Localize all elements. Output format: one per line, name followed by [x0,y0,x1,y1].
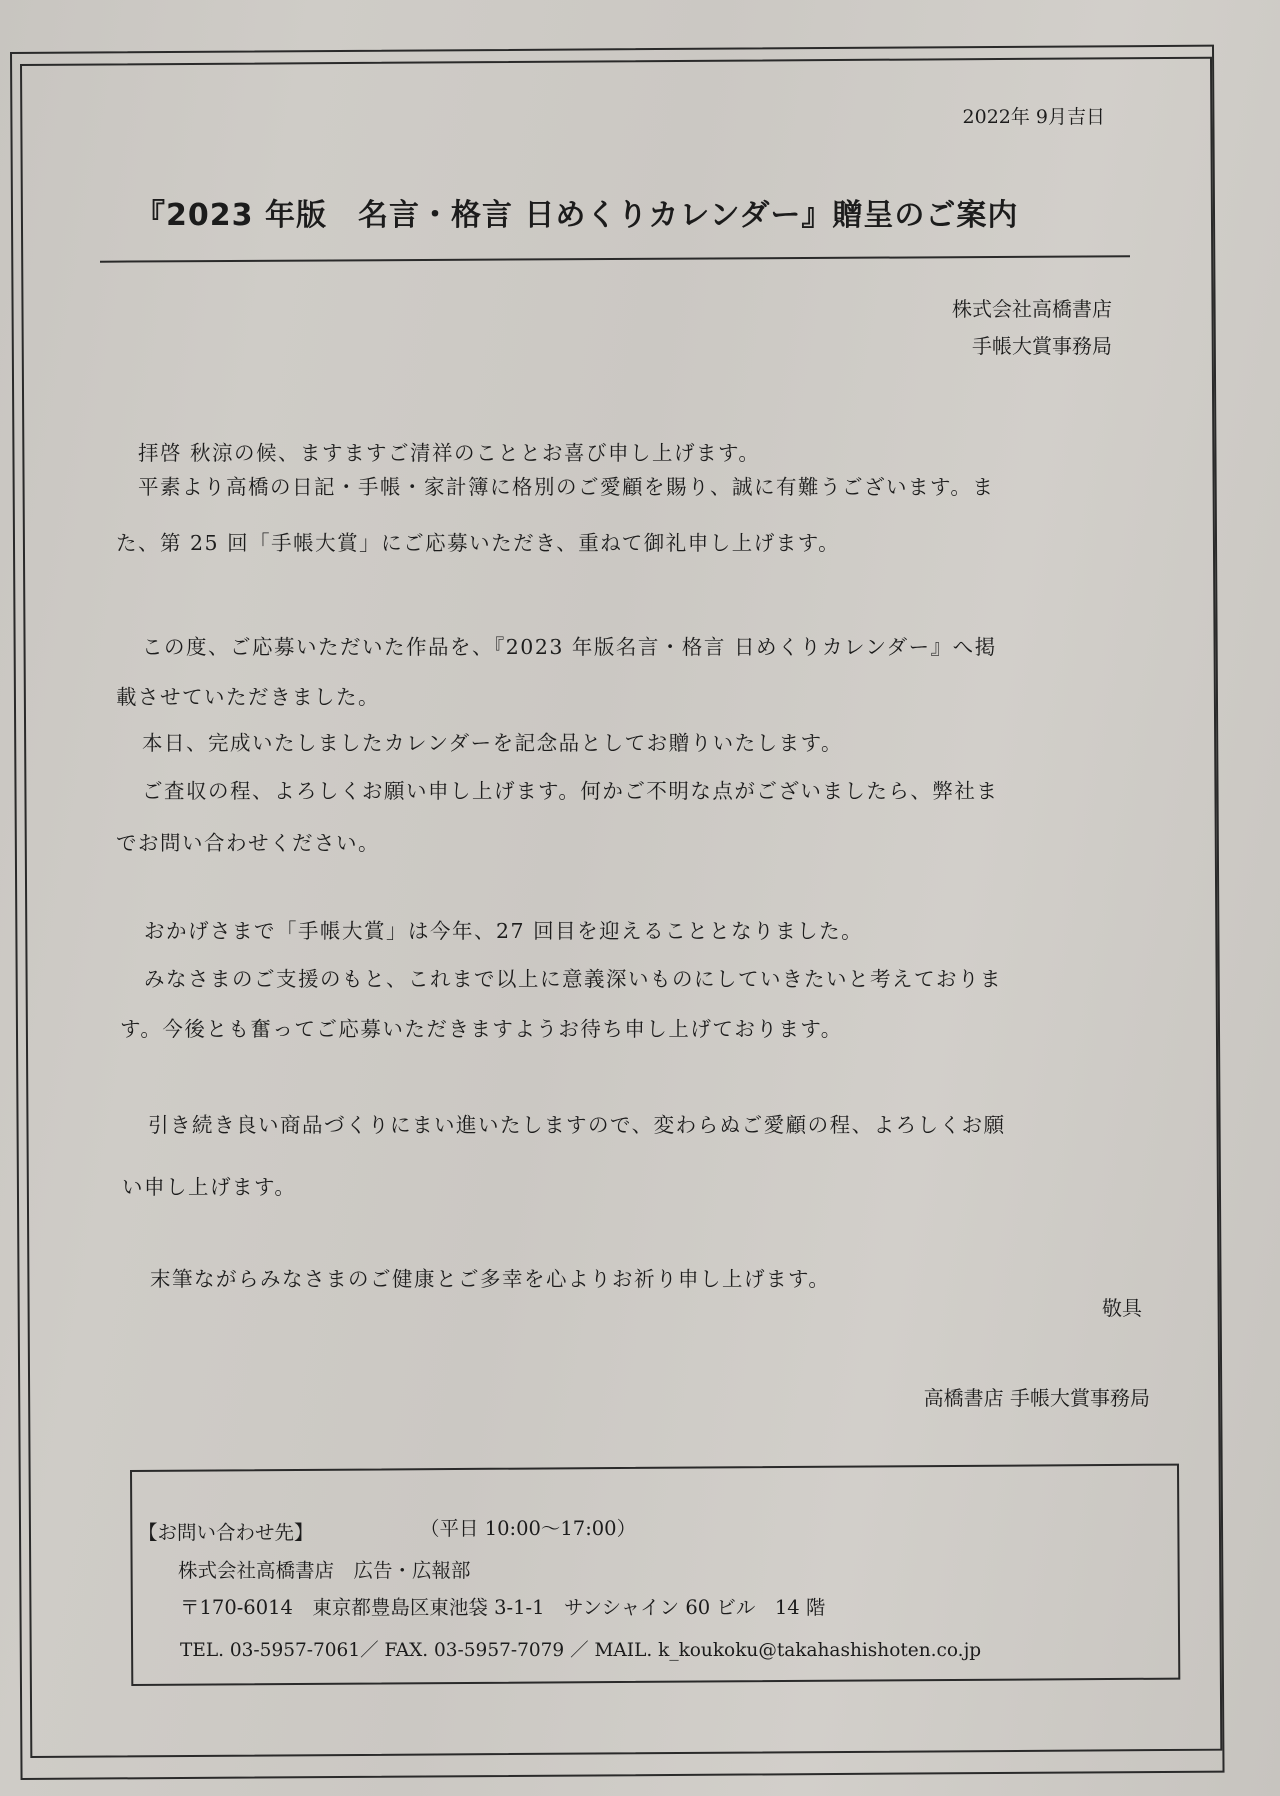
paragraph-line: おかげさまで「手帳大賞」は今年、27 回目を迎えることとなりました。 [144,919,864,943]
paragraph-line: でお問い合わせください。 [116,831,380,855]
contact-heading: 【お問い合わせ先】 [138,1521,314,1544]
paragraph-line: 末筆ながらみなさまのご健康とご多幸を心よりお祈り申し上げます。 [150,1267,831,1291]
sender-department: 手帳大賞事務局 [972,334,1112,358]
letter-date: 2022年 9月吉日 [962,106,1105,128]
paragraph-line: 引き続き良い商品づくりにまい進いたしますので、変わらぬご愛顧の程、よろしくお願 [148,1113,1006,1137]
letter-title: 『2023 年版 名言・格言 日めくりカレンダー』贈呈のご案内 [135,198,1019,233]
contact-phone-fax-mail: TEL. 03-5957-7061／ FAX. 03-5957-7079 ／ MAIL. k_koukoku@takahashishoten.co.jp [180,1640,982,1661]
title-divider [100,255,1130,262]
paragraph-line: 載させていただきました。 [116,685,380,709]
paragraph-line: この度、ご応募いただいた作品を、『2023 年版名言・格言 日めくりカレンダー』へ掲 [142,635,997,659]
contact-organization: 株式会社高橋書店 広告・広報部 [178,1559,471,1582]
contact-hours: （平日 10:00～17:00） [420,1517,637,1540]
paragraph-line: 拝啓 秋涼の候、ますますご清祥のこととお喜び申し上げます。 [138,441,761,465]
paragraph-line: す。今後とも奮ってご応募いただきますようお待ち申し上げております。 [120,1017,843,1041]
paragraph-line: い申し上げます。 [122,1175,297,1199]
contact-address: 〒170-6014 東京都豊島区東池袋 3-1-1 サンシャイン 60 ビル 14 階 [180,1596,826,1619]
paragraph-line: みなさまのご支援のもと、これまで以上に意義深いものにしていきたいと考えておりま [144,967,1002,991]
paragraph-line: 平素より高橋の日記・手帳・家計簿に格別のご愛顧を賜り、誠に有難うございます。ま [138,475,995,499]
letter-signature: 高橋書店 手帳大賞事務局 [923,1386,1150,1410]
closing-phrase: 敬具 [1102,1296,1142,1320]
paragraph-line: た、第 25 回「手帳大賞」にご応募いただき、重ねて御礼申し上げます。 [116,531,841,555]
paragraph-line: 本日、完成いたしましたカレンダーを記念品としてお贈りいたします。 [142,731,844,755]
paragraph-line: ご査収の程、よろしくお願い申し上げます。何かご不明な点がございましたら、弊社ま [142,779,999,803]
sender-company: 株式会社高橋書店 [952,297,1112,321]
